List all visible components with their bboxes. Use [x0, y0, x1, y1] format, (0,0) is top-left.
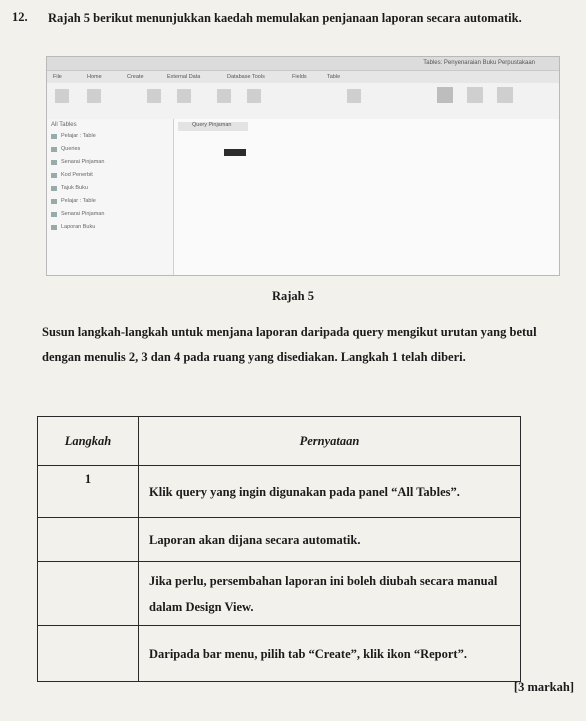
step-answer-cell[interactable] [38, 562, 139, 626]
step-cell: 1 [38, 466, 139, 518]
highlighted-cell [224, 149, 246, 156]
table-icon [51, 160, 57, 165]
tab-table[interactable]: Table [327, 74, 341, 80]
table-icon [51, 134, 57, 139]
step-answer-cell[interactable] [38, 626, 139, 682]
tab-create[interactable]: Create [127, 74, 144, 80]
table-icon [51, 173, 57, 178]
nav-item[interactable]: Senarai Pinjaman [47, 209, 173, 222]
all-tables-header[interactable]: All Tables [51, 122, 77, 128]
step-answer-cell[interactable] [38, 518, 139, 562]
instruction-text: Susun langkah-langkah untuk menjana laporan daripada query mengikut urutan yang betul dengan menulis 2, 3 dan 4 pada ruang yang disediakan. Langkah 1 telah diberi. [42, 325, 537, 364]
nav-item[interactable]: Laporan Buku [47, 222, 173, 235]
nav-item[interactable]: Tajuk Buku [47, 183, 173, 196]
marks-label: [3 markah] [513, 680, 574, 694]
access-window-title: Tables: Penyenaraian Buku Perpustakaan [423, 60, 535, 66]
tab-external-data[interactable]: External Data [167, 74, 201, 80]
query-icon [51, 212, 57, 217]
table-icon [51, 199, 57, 204]
statement-cell: Laporan akan dijana secara automatik. [139, 518, 521, 562]
all-tables-panel [47, 119, 174, 275]
access-screenshot [46, 56, 560, 276]
header-pernyataan: Pernyataan [139, 417, 521, 466]
tab-fields[interactable]: Fields [292, 74, 307, 80]
statement-cell: Klik query yang ingin digunakan pada panel “All Tables”. [139, 466, 521, 518]
nav-item[interactable]: Senarai Pinjaman [47, 157, 173, 170]
answer-table [37, 416, 521, 682]
query-workspace [174, 119, 559, 275]
access-titlebar [47, 57, 559, 71]
tab-home[interactable]: Home [87, 74, 102, 80]
statement-cell: Daripada bar menu, pilih tab “Create”, klik ikon “Report”. [139, 626, 521, 682]
header-langkah: Langkah [38, 417, 139, 466]
tab-file[interactable]: File [53, 74, 62, 80]
statement-cell: Jika perlu, persembahan laporan ini boleh diubah secara manual dalam Design View. [139, 562, 521, 626]
nav-item[interactable]: Pelajar : Table [47, 196, 173, 209]
query-icon [51, 147, 57, 152]
tab-database-tools[interactable]: Database Tools [227, 74, 265, 80]
nav-item[interactable]: Pelajar : Table [47, 131, 173, 144]
table-icon [51, 186, 57, 191]
question-number: 12. [12, 10, 28, 24]
access-ribbon-tabs [47, 71, 559, 83]
query-tab[interactable]: Query Pinjaman [178, 122, 248, 131]
nav-item[interactable]: Kod Penerbit [47, 170, 173, 183]
figure-caption: Rajah 5 [271, 289, 315, 303]
access-ribbon [47, 83, 559, 120]
nav-item[interactable]: Queries [47, 144, 173, 157]
report-icon [51, 225, 57, 230]
question-text: Rajah 5 berikut menunjukkan kaedah memulakan penjanaan laporan secara automatik. [48, 11, 522, 25]
